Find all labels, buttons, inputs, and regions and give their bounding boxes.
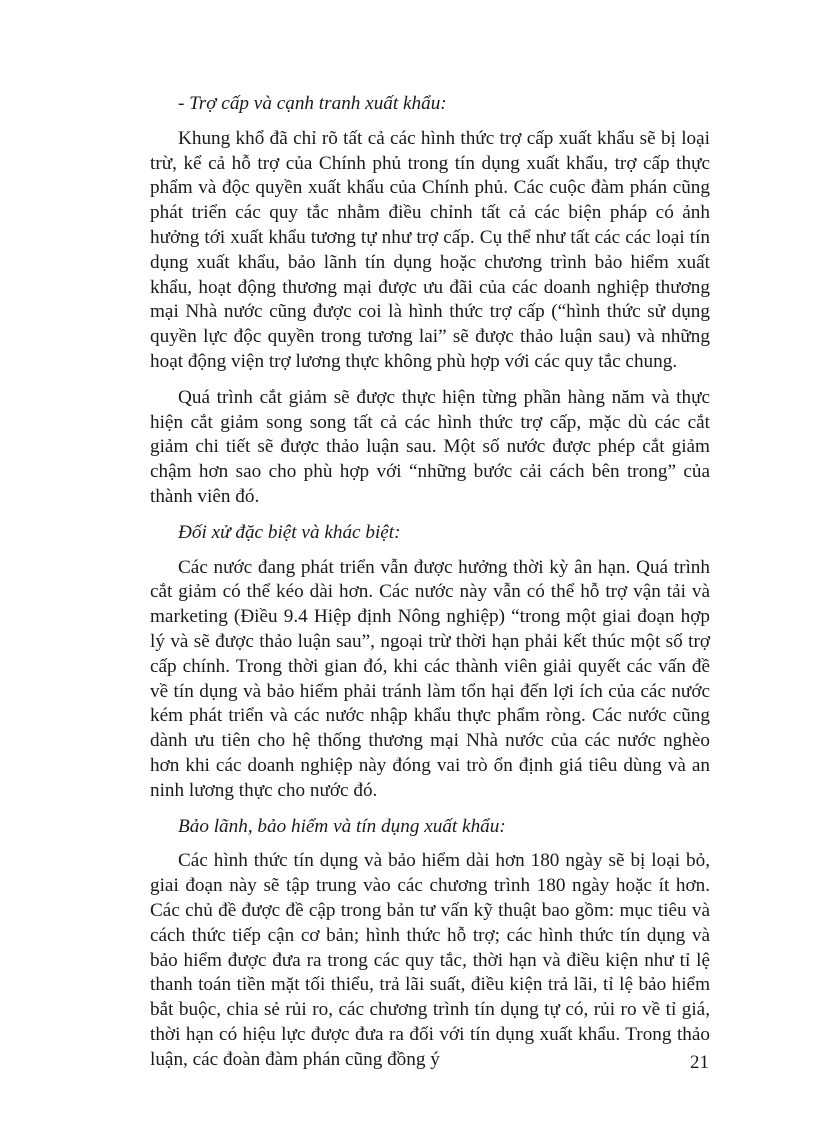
section-heading-export-subsidies: - Trợ cấp và cạnh tranh xuất khẩu:	[178, 93, 447, 114]
paragraph-reduction-process: Quá trình cắt giảm sẽ được thực hiện từng phần hàng năm và thực hiện cắt giảm song song tất cả các hình thức trợ cấp, mặc dù các cắt giảm chi tiết sẽ được thảo luận sau. Một số nước được phép cắt giảm chậm hơn sao cho phù hợp với “những bước cải cách bên trong” của thành viên đó.	[150, 386, 710, 507]
section-heading-special-treatment: Đối xử đặc biệt và khác biệt:	[178, 521, 401, 543]
page-number: 21	[690, 1052, 709, 1073]
page-body	[150, 92, 710, 1083]
paragraph-developing-countries: Các nước đang phát triển vẫn được hưởng thời kỳ ân hạn. Quá trình cắt giảm có thể kéo dài hơn. Các nước này vẫn có thể hỗ trợ vận tải và marketing (Điều 9.4 Hiệp định Nông nghiệp) “trong một giai đoạn hợp lý và sẽ được thảo luận sau”, ngoại trừ thời hạn phải kết thúc một số trợ cấp chính. Trong thời gian đó, khi các thành viên giải quyết các vấn đề về tín dụng và bảo hiểm phải tránh làm tổn hại đến lợi ích của các nước kém phát triển và các nước nhập khẩu thực phẩm ròng. Các nước cũng dành ưu tiên cho hệ thống thương mại Nhà nước của các nước nghèo hơn khi các doanh nghiệp này đóng vai trò ổn định giá tiêu dùng và an ninh lương thực cho nước đó.	[150, 556, 710, 801]
section-heading-export-credit: Bảo lãnh, bảo hiểm và tín dụng xuất khẩu:	[178, 815, 506, 837]
paragraph-credit-insurance: Các hình thức tín dụng và bảo hiểm dài hơn 180 ngày sẽ bị loại bỏ, giai đoạn này sẽ tập trung vào các chương trình 180 ngày hoặc ít hơn. Các chủ đề được đề cập trong bản tư vấn kỹ thuật bao gồm: mục tiêu và cách thức tiếp cận cơ bản; hình thức hỗ trợ; các hình thức tín dụng và bảo hiểm được đưa ra trong các quy tắc, thời hạn và điều kiện như tỉ lệ thanh toán tiền mặt tối thiểu, trả lãi suất, điều kiện trả lãi, tỉ lệ bảo hiểm bắt buộc, chia sẻ rủi ro, các chương trình tín dụng tự có, rủi ro về tỉ giá, thời hạn có hiệu lực được đưa ra đối với tín dụng xuất khẩu. Trong thảo luận, các đoàn đàm phán cũng đồng ý	[150, 850, 710, 1070]
paragraph-export-subsidies-framework: Khung khổ đã chỉ rõ tất cả các hình thức trợ cấp xuất khẩu sẽ bị loại trừ, kể cả hỗ trợ của Chính phủ trong tín dụng xuất khẩu, trợ cấp thực phẩm và độc quyền xuất khẩu của Chính phủ. Các cuộc đàm phán cũng phát triển các quy tắc nhằm điều chỉnh tất cả các biện pháp có ảnh hưởng tới xuất khẩu tương tự như trợ cấp. Cụ thể như tất các các loại tín dụng xuất khẩu, bảo lãnh tín dụng hoặc chương trình bảo hiểm xuất khẩu, hoạt động thương mại được ưu đãi của các doanh nghiệp thương mại Nhà nước cũng được coi là hình thức trợ cấp (“hình thức sử dụng quyền lực độc quyền trong tương lai” sẽ được thảo luận sau) và những hoạt động viện trợ lương thực không phù hợp với các quy tắc chung.	[150, 127, 710, 372]
